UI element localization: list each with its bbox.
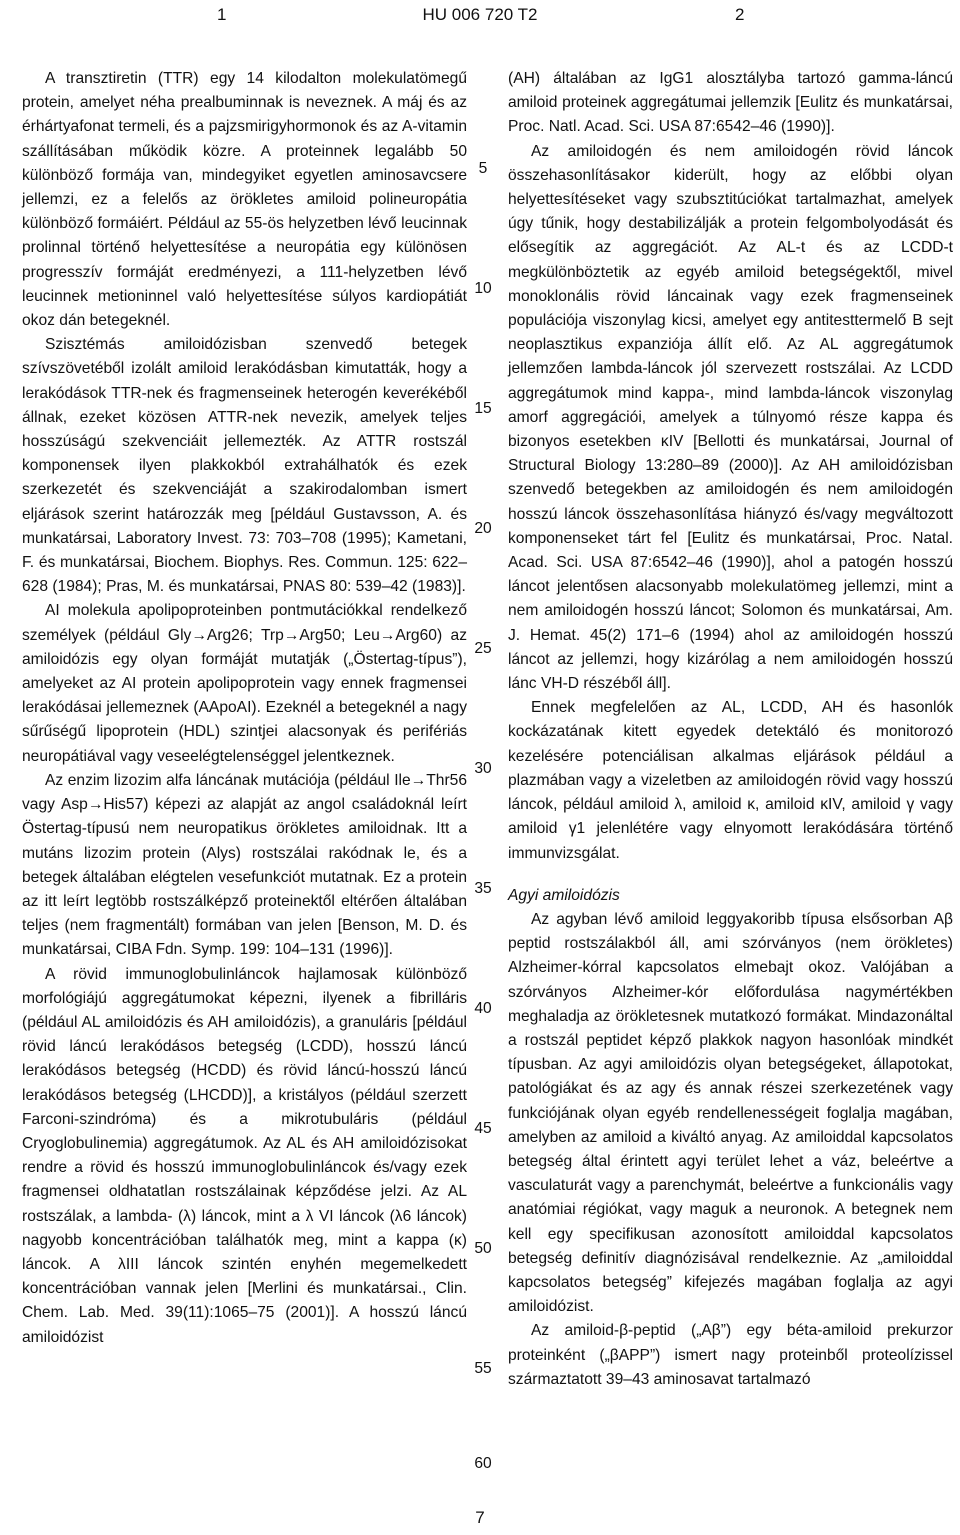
paragraph: Az amiloidogén és nem amiloidogén rövid láncok összehasonlításakor kiderült, hogy az előbbi olyan helyettesítéseket vagy szubsztitúciókat tartalmazhat, amelyek úgy tűnik, hogy destabilizálják a protein felgombolyodását és elősegítik az aggregációt. Az AL-t és az LCDD-t megkülönböztetik az egyéb amiloid betegségektől, mivel monoklonális rövid láncainak vagy ezek fragmenseinek populációja viszonylag kicsi, amelyet egy antitesttermelő B sejt neoplasztikus expanziója állít elő. Az AL aggregátumok jellemzően lambda-láncok jól szervezett rostszálai. Az LCDD aggregátumok mind kappa-, mind lambda-láncok viszonylag amorf aggregációi, amelyek a túlnyomó része kappa és bizonyos esetekben κIV [Bellotti és munkatársai, Journal of Structural Biology 13:280–89 (2000)]. Az AH amiloidózisban szenvedő betegekben az amiloidogén és nem amiloidogén hosszú láncok összehasonlítása hiányzó és/vagy megváltozott komponenseket tárt fel [Eulitz és munkatársai, Proc. Natal. Acad. Sci. USA 87:6542–46 (1990)], ahol a patogén hosszú láncot jelentősen alacsonyabb molekulatömeg jellemzi, mint a nem amiloidogén hosszú láncot; Solomon és munkatársai, Am. J. Hemat. 45(2) 171–6 (1994) ahol az amiloidogén hosszú láncot az jellemzi, hogy kizárólag a nem amiloidogén hosszú lánc VH-D részéből áll]. bbox=[508, 142, 953, 693]
line-numbers bbox=[468, 0, 498, 1535]
line-number: 20 bbox=[474, 520, 492, 537]
paragraph: A rövid immunoglobulinláncok hajlamosak különböző morfológiájú aggregátumokat képezni, ilyenek a fibrilláris (például AL amiloidózis és AH amiloidózis), a granuláris [például rövid láncú lerakódásos betegség (LCDD), hosszú láncú lerakódásos betegség (HCDD) és rövid láncú-hosszú láncú lerakódásos betegség (LHCDD)], a kristályos (például szerzett Farconi-szindróma) és a mikrotubuláris (például Cryoglobulinemia) aggregátumok. Az AL és AH amiloidózisokat rendre a rövid és hosszú immunoglobulinláncok és/vagy ezek fragmensei oldhatatlan rostszálainak képződése jelzi. Az AL rostszálak, a lambda- (λ) láncok, mint a λ VI láncok (λ6 láncok) nagyobb koncentrációban találhatók meg, mint a kappa (κ) láncok. A λIII láncok szintén enyhén megemelkedett koncentrációban vannak jelen [Merlini és munkatársai., Clin. Chem. Lab. Med. 39(11):1065–75 (2001)]. A hosszú láncú amiloidózist bbox=[22, 965, 467, 1346]
line-number: 45 bbox=[474, 1120, 492, 1137]
line-number: 35 bbox=[474, 880, 492, 897]
left-column bbox=[22, 67, 467, 1350]
right-column bbox=[508, 67, 953, 1392]
patent-number: HU 006 720 T2 bbox=[422, 5, 538, 24]
paragraph: Az enzim lizozim alfa láncának mutációja (például Ile→Thr56 vagy Asp→His57) képezi az alapját az angol családoknál leírt Östertag-típusú nem neuropatikus örökletes amiloidnak. Itt a mutáns lizozim protein (Alys) rostszálai rakódnak le, és a betegek általában elégtelen vesefunkciót mutatnak. Ez a protein az itt leírt legtöbb rostszálképző proteinektől eltérően általában teljes (nem fragmentált) formában van jelen [Benson, M. D. és munkatársai, CIBA Fdn. Symp. 199: 104–131 (1996)]. bbox=[22, 771, 467, 959]
paragraph: Ennek megfelelően az AL, LCDD, AH és hasonlók kockázatának kitett egyedek detektáló és monitorozó kezelésére potenciálisan alkalmas eljárások például a plazmában vagy a vizeletben az amiloidogén rövid vagy hosszú láncok, például amiloid λ, amiloid κ, amiloid κIV, amiloid γ vagy amiloid γ1 jelenlétére vagy elnyomott lerakódására történő immunvizsgálat. bbox=[508, 699, 953, 862]
left-page-number: 1 bbox=[217, 5, 227, 24]
line-number: 30 bbox=[474, 760, 492, 777]
paragraph: Szisztémás amiloidózisban szenvedő betegek szívszövetéből izolált amiloid lerakódásban kimutatták, hogy a lerakódások TTR-nek és fragmenseinek heterogén keverékéből állnak, ezeket közösen ATTR-nek nevezik, amelyek teljes hosszúságú szekvenciáit jellemezték. Az ATTR rostszál komponensek ilyen plakkokból extrahálhatók és ezek szerkezetét és szekvenciáját a szakirodalomban ismert eljárások szerint határozzák meg [például Gustavsson, A. és munkatársai, Laboratory Invest. 73: 703–708 (1995); Kametani, F. és munkatársai, Biochem. Biophys. Res. Commun. 125: 622–628 (1984); Pras, M. és munkatársai, PNAS 80: 539–42 (1983)]. bbox=[22, 336, 467, 596]
line-number: 10 bbox=[474, 280, 492, 297]
line-number: 55 bbox=[474, 1360, 492, 1377]
section-heading: Agyi amiloidózis bbox=[508, 886, 620, 904]
line-number: 25 bbox=[474, 640, 492, 657]
paragraph: (AH) általában az IgG1 alosztályba tartozó gamma-láncú amiloid proteinek aggregátumai jellemzik [Eulitz és munkatársai, Proc. Natl. Acad. Sci. USA 87:6542–46 (1990)]. bbox=[508, 70, 953, 136]
right-page-number: 2 bbox=[735, 5, 745, 24]
line-number: 5 bbox=[478, 160, 488, 177]
line-number: 15 bbox=[474, 400, 492, 417]
paragraph: A transztiretin (TTR) egy 14 kilodalton molekulatömegű protein, amelyet néha prealbuminnak is neveznek. A máj és az érhártyafonat termeli, és a pajzsmirigyhormonok és az A-vitamin szállításában működik közre. A proteinnek legalább 50 különböző formája van, mindegyiket egyetlen aminosavcsere jellemzi, ez a felelős az örökletes amiloid polineuropátia különböző formáiért. Például az 55-ös helyzetben lévő leucinnak prolinnal történő helyettesítése a neuropátia egy különösen progresszív formáját eredményezi, a 111-helyzetben lévő leucinnek metioninnel való helyettesítése súlyos kardiopátiát okoz dán betegeknél. bbox=[22, 70, 467, 330]
paragraph: Az agyban lévő amiloid leggyakoribb típusa elsősorban Aβ peptid rostszálakból áll, ami szórványos (nem örökletes) Alzheimer-kórral kapcsolatos elmebajt okoz. Valójában a szórványos Alzheimer-kór előfordulása nagymértékben meghaladja az örökletesnek mutatkozó formákat. Mindazonáltal a rostszál peptidet képző plakkok nagyon hasonlóak mindkét típusban. Az agyi amiloidózis olyan betegségeket, állapotokat, patológiákat és az agy és annak részei szerkezetének vagy funkciójának olyan egyéb rendellenességeit foglalja magában, amelyben az amiloid a kiváltó anyag. Az amiloiddal kapcsolatos betegség által érintett agyi terület lehet a váz, beleértve a vasculaturát vagy a parenchymát, beleértve a funkcionális vagy anatómiai régiókat, vagy maguk a neuronok. A betegnek nem kell egy specifikusan azonosított amiloiddal kapcsolatos betegség definitív diagnózisával rendelkeznie. Az „amiloiddal kapcsolatos betegség” kifejezés magában foglalja az agyi amiloidózist. bbox=[508, 910, 953, 1316]
line-number: 40 bbox=[474, 1000, 492, 1017]
line-number: 60 bbox=[474, 1455, 492, 1472]
paragraph: AI molekula apolipoproteinben pontmutációkkal rendelkező személyek (például Gly→Arg26; Trp→Arg50; Leu→Arg60) az amiloidózis egy olyan formáját mutatják („Östertag-típus”), amelyeket az AI protein apolipoprotein vagy ennek fragmensei lerakódásai jellemeznek (AApoAI). Ezeknél a betegeknél a nagy sűrűségű lipoprotein (HDL) szintjei alacsonyak és perifériás neuropátiával vagy veseelégtelenséggel jelentkeznek. bbox=[22, 602, 467, 765]
paragraph: Az amiloid-β-peptid („Aβ”) egy béta-amiloid prekurzor proteinként („βAPP”) ismert nagy proteinből proteolízissel származtatott 39–43 aminosavat tartalmazó bbox=[508, 1322, 953, 1388]
page-footer-number: 7 bbox=[475, 1508, 485, 1527]
line-number: 50 bbox=[474, 1240, 492, 1257]
